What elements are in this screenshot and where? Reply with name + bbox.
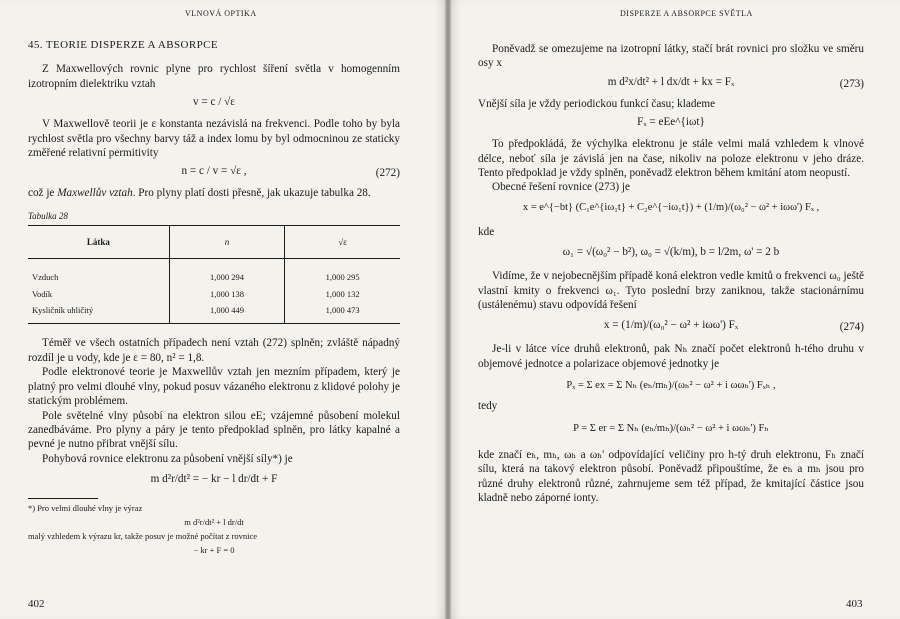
- table-spacer: [28, 259, 400, 270]
- footnote-rule: [28, 498, 98, 499]
- page-number-right: 403: [846, 598, 863, 610]
- equation-272: [28, 164, 400, 182]
- equation-definitions: ω₁ = √(ω₀² − b²), ω₀ = √(k/m), b = l/2m, ω' = 2 b: [562, 246, 780, 259]
- paragraph: Vidíme, že v nejobecnějším případě koná elektron vedle kmitů o frekvenci ω₀ ještě vlastní kmity o frekvenci ω₁. Tyto poslední brzy zaniknou, takže stacionárnímu (ustálenému) stavu odpovídá řešení: [478, 270, 864, 312]
- equation-general-solution: x = e^{−bt} (C₁e^{iω₁t} + C₂e^{−iω₁t}) + (1/m)/(ω₀² − ω² + iωω') Fₓ ,: [522, 201, 820, 213]
- table-cell: 1,000 473: [285, 302, 400, 324]
- running-head-right: DISPERZE A ABSORPCE SVĚTLA: [620, 9, 753, 18]
- running-head-left: VLNOVÁ OPTIKA: [185, 9, 257, 18]
- table-row: [28, 269, 400, 285]
- paragraph: Podle elektronové teorie je Maxwellův vztah jen mezním případem, který je platný pro velmi dlouhé vlny, pokud posuv vázaného elektronu z klidové polohy je statickým problémem.: [28, 366, 400, 408]
- equation-body: m d²x/dt² + l dx/dt + kx = Fₓ: [607, 75, 735, 88]
- page-number-left: 402: [28, 598, 45, 610]
- column-header: √ε: [285, 226, 400, 259]
- paragraph: Pole světelné vlny působí na elektron silou eE; vzájemné působení molekul zanedbáváme. Pro plyny a páry je tento předpoklad splněn, pro látky kapalné a pevné je nutno přibrat vnější sílu.: [28, 409, 400, 451]
- table-cell: Kysličník uhličitý: [28, 302, 169, 324]
- equation-polarization-x: Pₓ = Σ ex = Σ Nₕ (eₕ/mₕ)/(ωₕ² − ω² + i ωωₕ') Fₓₕ ,: [566, 380, 776, 392]
- table-cell: 1,000 132: [285, 286, 400, 302]
- equation-body: x = (1/m)/(ω₀² − ω² + iωω') Fₓ: [603, 319, 739, 332]
- footnote: [28, 503, 400, 556]
- footnote-equation: m d²r/dt² + l dr/dt: [184, 517, 244, 528]
- right-page: [448, 0, 900, 619]
- paragraph: Vnější síla je vždy periodickou funkcí času; klademe: [478, 97, 716, 110]
- paragraph: Téměř ve všech ostatních případech není vztah (272) splněn; zvláště nápadný rozdíl je u vody, kde je ε = 80, n² = 1,8.: [28, 337, 400, 364]
- paragraph: Poněvadž se omezujeme na izotropní látky, stačí brát rovnici pro složku ve směru osy x: [478, 43, 864, 70]
- column-header: Látka: [28, 226, 169, 259]
- footnote-text: *) Pro velmi dlouhé vlny je výraz: [28, 503, 143, 514]
- left-page: [0, 0, 448, 619]
- left-page-content: [28, 38, 400, 559]
- equation-body: n = c / v = √ε ,: [181, 165, 247, 178]
- paragraph: To předpokládá, že výchylka elektronu je stále velmi malá vzhledem k vlnové délce, neboť síla je závislá jen na čase, nikoliv na poloze elektronu v jeho dráze. Tento předpoklad je vždy splněn, poněvadž elektron během kmitání atom neopustí.: [478, 138, 864, 180]
- table-caption: Tabulka 28: [28, 210, 68, 221]
- table-cell: 1,000 295: [285, 269, 400, 285]
- section-heading: 45. TEORIE DISPERZE A ABSORPCE: [28, 39, 218, 51]
- column-header: n: [169, 226, 284, 259]
- equation-273: [478, 75, 864, 93]
- table-header-row: [28, 226, 400, 259]
- table-cell: 1,000 294: [169, 269, 284, 285]
- italic-term: Maxwellův vztah: [57, 187, 133, 200]
- footnote-equation: − kr + F = 0: [193, 545, 235, 556]
- paragraph: Obecné řešení rovnice (273) je: [492, 181, 630, 194]
- text-run: . Pro plyny platí dosti přesně, jak ukazuje tabulka 28.: [132, 187, 371, 200]
- equation-number: (272): [375, 167, 400, 180]
- table-28: [28, 225, 400, 324]
- equation-motion: m d²r/dt² = − kr − l dr/dt + F: [150, 473, 278, 486]
- table-row: [28, 286, 400, 302]
- footnote-text: malý vzhledem k výrazu kr, takže posuv je možné počítat z rovnice: [28, 531, 258, 542]
- paragraph: V Maxwellově teorii je ε konstanta nezávislá na frekvenci. Podle toho by byla rychlost světla pro všechny barvy táž a index lomu by byl odmocninou ze staticky změřené relativní permitivity: [28, 118, 400, 160]
- paragraph: Z Maxwellových rovnic plyne pro rychlost šíření světla v homogenním izotropním dielektriku vztah: [28, 63, 400, 90]
- equation-274: [478, 318, 864, 336]
- table-cell: Vodík: [32, 288, 53, 299]
- equation-number: (273): [839, 77, 864, 90]
- tedy-label: tedy: [478, 400, 498, 413]
- table-cell: 1,000 138: [169, 286, 284, 302]
- book-gutter: [445, 0, 451, 619]
- equation-number: (274): [839, 321, 864, 334]
- paragraph: [28, 186, 400, 200]
- equation: Fₓ = eEe^{iωt}: [637, 116, 705, 129]
- paragraph: Je-li v látce více druhů elektronů, pak Nₕ značí počet elektronů h-tého druhu v objemové jednotce a polarizace objemové jednotky je: [478, 343, 864, 370]
- right-page-content: [478, 42, 864, 505]
- equation: v = c / √ε: [192, 96, 235, 109]
- kde-label: kde: [478, 225, 495, 238]
- paragraph: kde značí eₕ, mₕ, ωₕ a ωₕ' odpovídající veličiny pro h-tý druh elektronu, Fₕ značí sílu, která na takový elektron působí. Poněvadž připouštíme, že eₕ a mₕ jsou pro různé druhy elektronů různé, zahrnujeme sem též případ, že kmitající částice jsou kladně nebo záporné ionty.: [478, 448, 864, 504]
- text-run: což je: [28, 187, 58, 200]
- paragraph: Pohybová rovnice elektronu za působení vnější síly*) je: [42, 452, 293, 465]
- equation-polarization: P = Σ er = Σ Nₕ (eₕ/mₕ)/(ωₕ² − ω² + i ωωₕ') Fₕ: [573, 422, 769, 434]
- table-row: [28, 302, 400, 324]
- table-cell: 1,000 449: [169, 302, 284, 324]
- table-cell: Vzduch: [32, 272, 59, 283]
